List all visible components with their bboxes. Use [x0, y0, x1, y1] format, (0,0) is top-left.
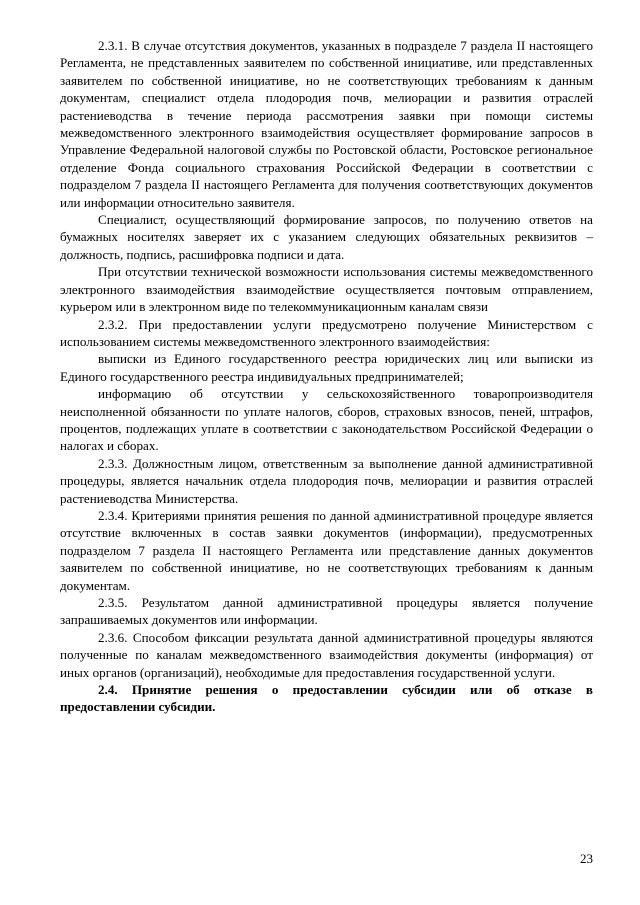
- paragraph-2-3-1: 2.3.1. В случае отсутствия документов, указанных в подразделе 7 раздела II настоящего Регламента, не представленных заявителем по собственной инициативе, или представленных заявителем по собственной инициативе, но не соответствующих требованиям к данным документам, специалист отдела плодородия почв, мелиорации и развития отраслей растениеводства в течение периода рассмотрения заявки при помощи системы межведомственного электронного взаимодействия осуществляет формирование запросов в Управление Федеральной налоговой службы по Ростовской области, Ростовское региональное отделение Фонда социального страхования Российской Федерации в соответствии с подразделом 7 раздела II настоящего Регламента для получения соответствующих документов или информации относительно заявителя.: [60, 38, 593, 210]
- paragraph-tax-obligations: информацию об отсутствии у сельскохозяйственного товаропроизводителя неисполненной обязанности по уплате налогов, сборов, страховых взносов, пеней, штрафов, процентов, подлежащих уплате в соответствии с законодательством Российской Федерации о налогах и сборах.: [60, 386, 593, 454]
- paragraph-2-3-6: 2.3.6. Способом фиксации результата данной административной процедуры являются полученные по каналам межведомственного взаимодействия документы (информация) от иных органов (организаций), необходимые для предоставления государственной услуги.: [60, 629, 593, 680]
- document-page: [60, 37, 593, 716]
- section-heading-2-4: 2.4. Принятие решения о предоставлении субсидии или об отказе в предоставлении субсидии.: [60, 682, 593, 715]
- paragraph-2-3-2: 2.3.2. При предоставлении услуги предусмотрено получение Министерством с использованием системы межведомственного электронного взаимодействия:: [60, 316, 593, 349]
- paragraph-specialist-responses: Специалист, осуществляющий формирование запросов, по получению ответов на бумажных носителях заверяет их с указанием следующих обязательных реквизитов – должность, подпись, расшифровка подписи и дата.: [60, 212, 593, 262]
- page-number: 23: [580, 851, 593, 866]
- paragraph-2-3-4: 2.3.4. Критериями принятия решения по данной административной процедуре является отсутствие включенных в состав заявки документов (информации), предусмотренных подразделом 7 раздела II настоящего Регламента или представление данных документов заявителем по собственной инициативе, но не соответствующих требованиям к данным документам.: [60, 507, 593, 593]
- paragraph-registry-extracts: выписки из Единого государственного реестра юридических лиц или выписки из Единого государственного реестра индивидуальных предпринимателей;: [60, 351, 593, 384]
- paragraph-2-3-3: 2.3.3. Должностным лицом, ответственным за выполнение данной административной процедуры, является начальник отдела плодородия почв, мелиорации и развития отраслей растениеводства Министерства.: [60, 455, 593, 506]
- paragraph-2-3-5: 2.3.5. Результатом данной административной процедуры является получение запрашиваемых документов или информации.: [60, 595, 593, 628]
- paragraph-no-technical-possibility: При отсутствии технической возможности использования системы межведомственного электронного взаимодействия взаимодействие осуществляется почтовым отправлением, курьером или в электронном виде по телекоммуникационным каналам связи: [60, 264, 593, 315]
